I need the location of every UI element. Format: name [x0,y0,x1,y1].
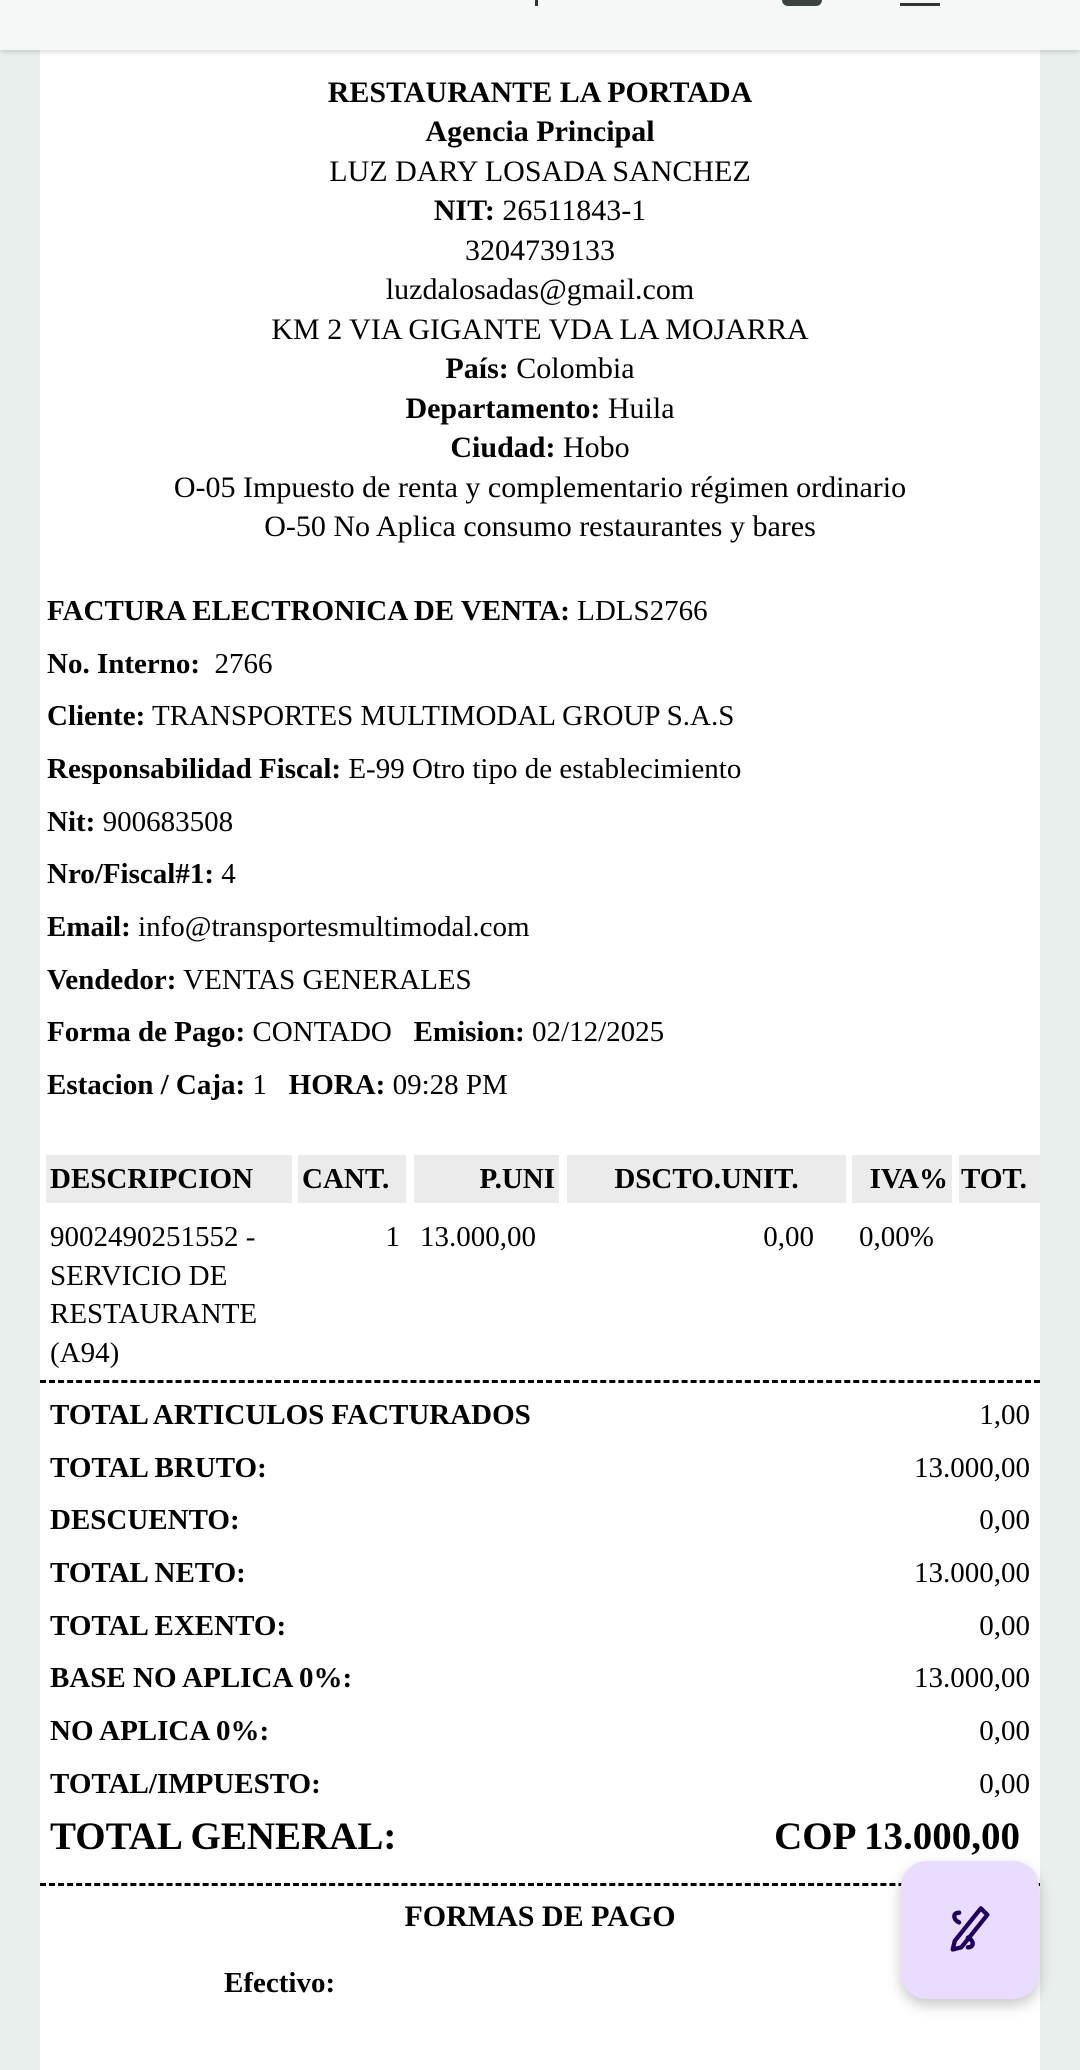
address: KM 2 VIA GIGANTE VDA LA MOJARRA [271,313,809,346]
invoice-number: FACTURA ELECTRONICA DE VENTA: LDLS2766 [47,595,708,627]
item-iva: 0,00% [859,1221,934,1253]
total-label: DESCUENTO: [50,1504,240,1536]
col-header-unit-price: P.UNI [414,1155,559,1203]
col-header-iva: IVA% [852,1155,952,1203]
col-header-quantity: CANT. [298,1155,406,1203]
total-value: 0,00 [979,1610,1030,1642]
total-label: TOTAL NETO: [50,1557,246,1589]
col-header-total: TOT. [959,1155,1040,1203]
payment-methods-title: FORMAS DE PAGO [404,1900,676,1933]
total-value: 13.000,00 [914,1452,1030,1484]
payment-emission: Forma de Pago: CONTADO Emision: 02/12/2025 [47,1016,665,1048]
draw-fab-button[interactable] [901,1861,1039,1999]
agency: Agencia Principal [425,115,655,148]
country: País: Colombia [445,352,635,385]
grand-total-label: TOTAL GENERAL: [50,1815,397,1858]
department: Departamento: Huila [405,392,675,425]
total-value: 0,00 [979,1768,1030,1800]
business-name: RESTAURANTE LA PORTADA [327,76,753,109]
client: Cliente: TRANSPORTES MULTIMODAL GROUP S.A.S [47,700,735,732]
col-header-discount: DSCTO.UNIT. [567,1155,846,1203]
total-value: 0,00 [979,1715,1030,1747]
item-discount: 0,00 [763,1221,814,1253]
total-label: NO APLICA 0%: [50,1715,270,1747]
total-value: 1,00 [979,1399,1030,1431]
fiscal-responsibility: Responsabilidad Fiscal: E-99 Otro tipo de establecimiento [47,753,742,785]
item-description: 9002490251552 - SERVICIO DE RESTAURANTE (A94) [50,1221,258,1369]
internal-number: No. Interno: 2766 [47,648,273,680]
client-nit: Nit: 900683508 [47,806,234,838]
fiscal-number: Nro/Fiscal#1: 4 [47,858,236,890]
nit: NIT: 26511843-1 [433,194,647,227]
total-label: TOTAL BRUTO: [50,1452,267,1484]
divider [40,1380,1040,1383]
total-value: 13.000,00 [914,1557,1030,1589]
total-value: 13.000,00 [914,1662,1030,1694]
top-app-bar [0,0,1080,50]
client-email: Email: info@transportesmultimodal.com [47,911,530,943]
tax-responsibility-1: O-05 Impuesto de renta y complementario régimen ordinario [173,471,907,504]
draw-pencil-icon [944,1904,996,1956]
owner: LUZ DARY LOSADA SANCHEZ [329,155,751,188]
total-value: 0,00 [979,1504,1030,1536]
total-label: TOTAL ARTICULOS FACTURADOS [50,1399,531,1431]
seller: Vendedor: VENTAS GENERALES [47,964,472,996]
phone: 3204739133 [465,234,615,267]
item-quantity: 1 [385,1221,400,1253]
total-label: TOTAL EXENTO: [50,1610,287,1642]
station-time: Estacion / Caja: 1 HORA: 09:28 PM [47,1069,508,1101]
payment-method-cash: Efectivo: [224,1967,336,1999]
item-unit-price: 13.000,00 [420,1221,536,1253]
total-label: BASE NO APLICA 0%: [50,1662,353,1694]
city: Ciudad: Hobo [450,431,630,464]
divider [40,1883,1040,1886]
col-header-description: DESCRIPCION [46,1155,292,1203]
total-label: TOTAL/IMPUESTO: [50,1768,321,1800]
tax-responsibility-2: O-50 No Aplica consumo restaurantes y bares [264,510,816,543]
email: luzdalosadas@gmail.com [385,273,695,306]
grand-total-value: COP 13.000,00 [774,1815,1020,1858]
